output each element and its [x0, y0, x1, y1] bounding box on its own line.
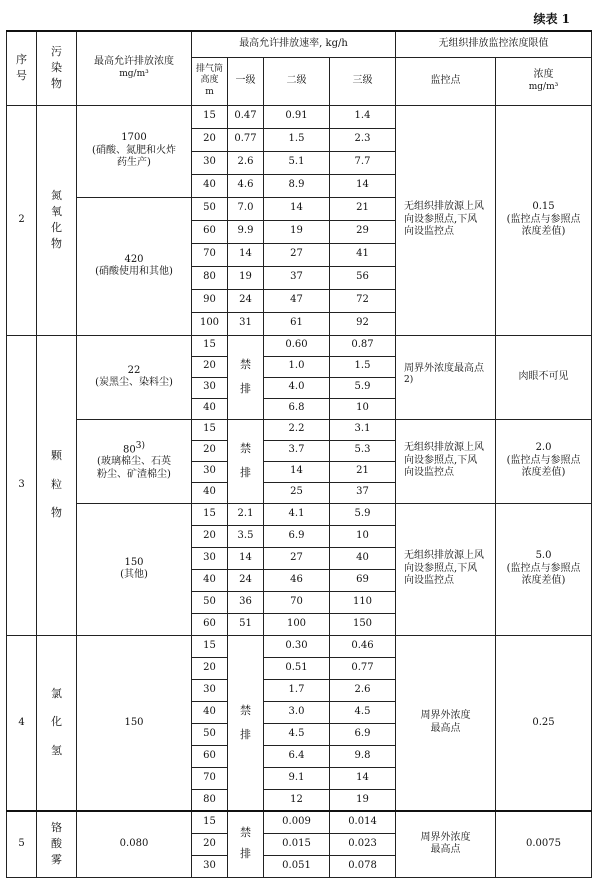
- g2-cell: 100: [264, 613, 330, 635]
- conc-nox-1: 1700 (硝酸、氮肥和火炸药生产): [77, 105, 192, 197]
- height-cell: 30: [192, 547, 228, 569]
- g1-cell: 0.47: [228, 105, 264, 128]
- height-cell: 40: [192, 569, 228, 591]
- height-cell: 40: [192, 398, 228, 419]
- g2-cell: 1.7: [264, 679, 330, 701]
- g2-cell: 1.0: [264, 356, 330, 377]
- monitor-pm-a: 周界外浓度最高点$^{2)}$: [396, 335, 496, 419]
- g3-cell: 1.5: [330, 356, 396, 377]
- g2-cell: 3.0: [264, 701, 330, 723]
- conc-pm-b: 80$^{3)}$ (玻璃棉尘、石英粉尘、矿渣棉尘): [77, 419, 192, 503]
- height-cell: 80: [192, 789, 228, 811]
- g2-cell: 37: [264, 266, 330, 289]
- height-cell: 20: [192, 356, 228, 377]
- g3-cell: 4.5: [330, 701, 396, 723]
- g1-cell: 3.5: [228, 525, 264, 547]
- monitor-hcl: 周界外浓度最高点: [396, 635, 496, 811]
- height-cell: 15: [192, 503, 228, 525]
- g1-cell: 14: [228, 547, 264, 569]
- monitor-nox: 无组织排放源上风向设参照点,下风向设监控点: [396, 105, 496, 335]
- g2-cell: 70: [264, 591, 330, 613]
- g2-cell: 27: [264, 243, 330, 266]
- g3-cell: 72: [330, 289, 396, 312]
- g3-cell: 10: [330, 398, 396, 419]
- g3-cell: 2.3: [330, 128, 396, 151]
- g2-cell: 0.91: [264, 105, 330, 128]
- g3-cell: 37: [330, 482, 396, 503]
- g2-cell: 6.9: [264, 525, 330, 547]
- g3-cell: 5.3: [330, 440, 396, 461]
- g3-cell: 21: [330, 461, 396, 482]
- header-unorg: 无组织排放监控浓度限值: [396, 31, 592, 57]
- g2-cell: 4.1: [264, 503, 330, 525]
- g2-cell: 61: [264, 312, 330, 335]
- height-cell: 15: [192, 419, 228, 440]
- header-stack-height: 排气筒高度 m: [192, 57, 228, 105]
- g2-cell: 46: [264, 569, 330, 591]
- conc-pm-a: 22 (炭黑尘、染料尘): [77, 335, 192, 419]
- g3-cell: 0.77: [330, 657, 396, 679]
- g3-cell: 2.6: [330, 679, 396, 701]
- g2-cell: 8.9: [264, 174, 330, 197]
- g2-cell: 3.7: [264, 440, 330, 461]
- g3-cell: 0.014: [330, 811, 396, 833]
- g2-cell: 0.60: [264, 335, 330, 356]
- g1-cell: 2.6: [228, 151, 264, 174]
- emission-limits-table: [6, 30, 592, 878]
- height-cell: 50: [192, 197, 228, 220]
- height-cell: 80: [192, 266, 228, 289]
- height-cell: 20: [192, 657, 228, 679]
- pollutant-hcl: 氯化氢: [37, 635, 77, 811]
- seq-pm: 3: [7, 335, 37, 635]
- header-max-rate: 最高允许排放速率, kg/h: [192, 31, 396, 57]
- height-cell: 50: [192, 591, 228, 613]
- g1-cell: 31: [228, 312, 264, 335]
- g1-cell: 24: [228, 289, 264, 312]
- pollutant-chrome: 铬酸雾: [37, 811, 77, 877]
- g3-cell: 0.87: [330, 335, 396, 356]
- g2-cell: 25: [264, 482, 330, 503]
- monitor-pm-b: 无组织排放源上风向设参照点,下风向设监控点: [396, 419, 496, 503]
- g2-cell: 0.009: [264, 811, 330, 833]
- g3-cell: 5.9: [330, 503, 396, 525]
- limit-pm-a: 肉眼不可见: [496, 335, 592, 419]
- g2-cell: 4.0: [264, 377, 330, 398]
- monitor-pm-c: 无组织排放源上风向设参照点,下风向设监控点: [396, 503, 496, 635]
- conc-chrome: 0.080: [77, 811, 192, 877]
- g2-cell: 47: [264, 289, 330, 312]
- g3-cell: 69: [330, 569, 396, 591]
- g2-cell: 6.8: [264, 398, 330, 419]
- g1-cell: 19: [228, 266, 264, 289]
- height-cell: 15: [192, 105, 228, 128]
- g3-cell: 6.9: [330, 723, 396, 745]
- g2-cell: 5.1: [264, 151, 330, 174]
- g1-cell: 0.77: [228, 128, 264, 151]
- seq-hcl: 4: [7, 635, 37, 811]
- g3-cell: 10: [330, 525, 396, 547]
- pollutant-nox: 氮氧化物: [37, 105, 77, 335]
- height-cell: 20: [192, 128, 228, 151]
- height-cell: 50: [192, 723, 228, 745]
- height-cell: 40: [192, 174, 228, 197]
- g3-cell: 40: [330, 547, 396, 569]
- seq-nox: 2: [7, 105, 37, 335]
- g1-cell: 36: [228, 591, 264, 613]
- height-cell: 100: [192, 312, 228, 335]
- g2-cell: 12: [264, 789, 330, 811]
- height-cell: 60: [192, 745, 228, 767]
- limit-hcl: 0.25: [496, 635, 592, 811]
- g3-cell: 0.078: [330, 855, 396, 877]
- header-max-conc: 最高允许排放浓度 mg/m³: [77, 31, 192, 105]
- g3-cell: 9.8: [330, 745, 396, 767]
- height-cell: 70: [192, 243, 228, 266]
- g3-cell: 14: [330, 174, 396, 197]
- g1-cell: 51: [228, 613, 264, 635]
- g3-cell: 56: [330, 266, 396, 289]
- limit-pm-c: 5.0 (监控点与参照点浓度差值): [496, 503, 592, 635]
- height-cell: 40: [192, 482, 228, 503]
- height-cell: 30: [192, 679, 228, 701]
- height-cell: 15: [192, 635, 228, 657]
- g1-cell: 2.1: [228, 503, 264, 525]
- g1-cell: 14: [228, 243, 264, 266]
- seq-chrome: 5: [7, 811, 37, 877]
- g3-cell: 19: [330, 789, 396, 811]
- g1-cell: 7.0: [228, 197, 264, 220]
- height-cell: 40: [192, 701, 228, 723]
- header-monitor-point: 监控点: [396, 57, 496, 105]
- g3-cell: 29: [330, 220, 396, 243]
- ban-chrome: 禁 排: [228, 811, 264, 877]
- limit-nox: 0.15 (监控点与参照点浓度差值): [496, 105, 592, 335]
- g2-cell: 4.5: [264, 723, 330, 745]
- g2-cell: 1.5: [264, 128, 330, 151]
- header-seq: 序号: [7, 31, 37, 105]
- g2-cell: 14: [264, 197, 330, 220]
- height-cell: 15: [192, 811, 228, 833]
- height-cell: 20: [192, 525, 228, 547]
- ban-hcl: 禁 排: [228, 635, 264, 811]
- conc-hcl: 150: [77, 635, 192, 811]
- g2-cell: 14: [264, 461, 330, 482]
- page-label: 续表 1: [533, 12, 570, 26]
- height-cell: 30: [192, 461, 228, 482]
- height-cell: 20: [192, 833, 228, 855]
- header-grade2: 二级: [264, 57, 330, 105]
- g3-cell: 110: [330, 591, 396, 613]
- height-cell: 60: [192, 613, 228, 635]
- pollutant-pm: 颗粒物: [37, 335, 77, 635]
- header-pollutant: 污染物: [37, 31, 77, 105]
- g3-cell: 7.7: [330, 151, 396, 174]
- height-cell: 30: [192, 151, 228, 174]
- g2-cell: 0.51: [264, 657, 330, 679]
- g2-cell: 19: [264, 220, 330, 243]
- g3-cell: 150: [330, 613, 396, 635]
- height-cell: 60: [192, 220, 228, 243]
- g3-cell: 0.46: [330, 635, 396, 657]
- g2-cell: 0.30: [264, 635, 330, 657]
- g2-cell: 0.051: [264, 855, 330, 877]
- g3-cell: 21: [330, 197, 396, 220]
- g3-cell: 41: [330, 243, 396, 266]
- g2-cell: 6.4: [264, 745, 330, 767]
- g1-cell: 4.6: [228, 174, 264, 197]
- g3-cell: 92: [330, 312, 396, 335]
- g3-cell: 14: [330, 767, 396, 789]
- ban-pm-a: 禁 排: [228, 335, 264, 419]
- limit-pm-b: 2.0 (监控点与参照点浓度差值): [496, 419, 592, 503]
- conc-nox-2: 420 (硝酸使用和其他): [77, 197, 192, 335]
- height-cell: 70: [192, 767, 228, 789]
- monitor-chrome: 周界外浓度最高点: [396, 811, 496, 877]
- height-cell: 30: [192, 855, 228, 877]
- g2-cell: 9.1: [264, 767, 330, 789]
- g3-cell: 1.4: [330, 105, 396, 128]
- height-cell: 15: [192, 335, 228, 356]
- g3-cell: 5.9: [330, 377, 396, 398]
- header-concentration: 浓度 mg/m³: [496, 57, 592, 105]
- height-cell: 20: [192, 440, 228, 461]
- g2-cell: 2.2: [264, 419, 330, 440]
- header-grade1: 一级: [228, 57, 264, 105]
- conc-pm-c: 150 (其他): [77, 503, 192, 635]
- height-cell: 90: [192, 289, 228, 312]
- g3-cell: 0.023: [330, 833, 396, 855]
- limit-chrome: 0.0075: [496, 811, 592, 877]
- ban-pm-b: 禁 排: [228, 419, 264, 503]
- g3-cell: 3.1: [330, 419, 396, 440]
- g2-cell: 27: [264, 547, 330, 569]
- g1-cell: 24: [228, 569, 264, 591]
- height-cell: 30: [192, 377, 228, 398]
- header-grade3: 三级: [330, 57, 396, 105]
- g1-cell: 9.9: [228, 220, 264, 243]
- g2-cell: 0.015: [264, 833, 330, 855]
